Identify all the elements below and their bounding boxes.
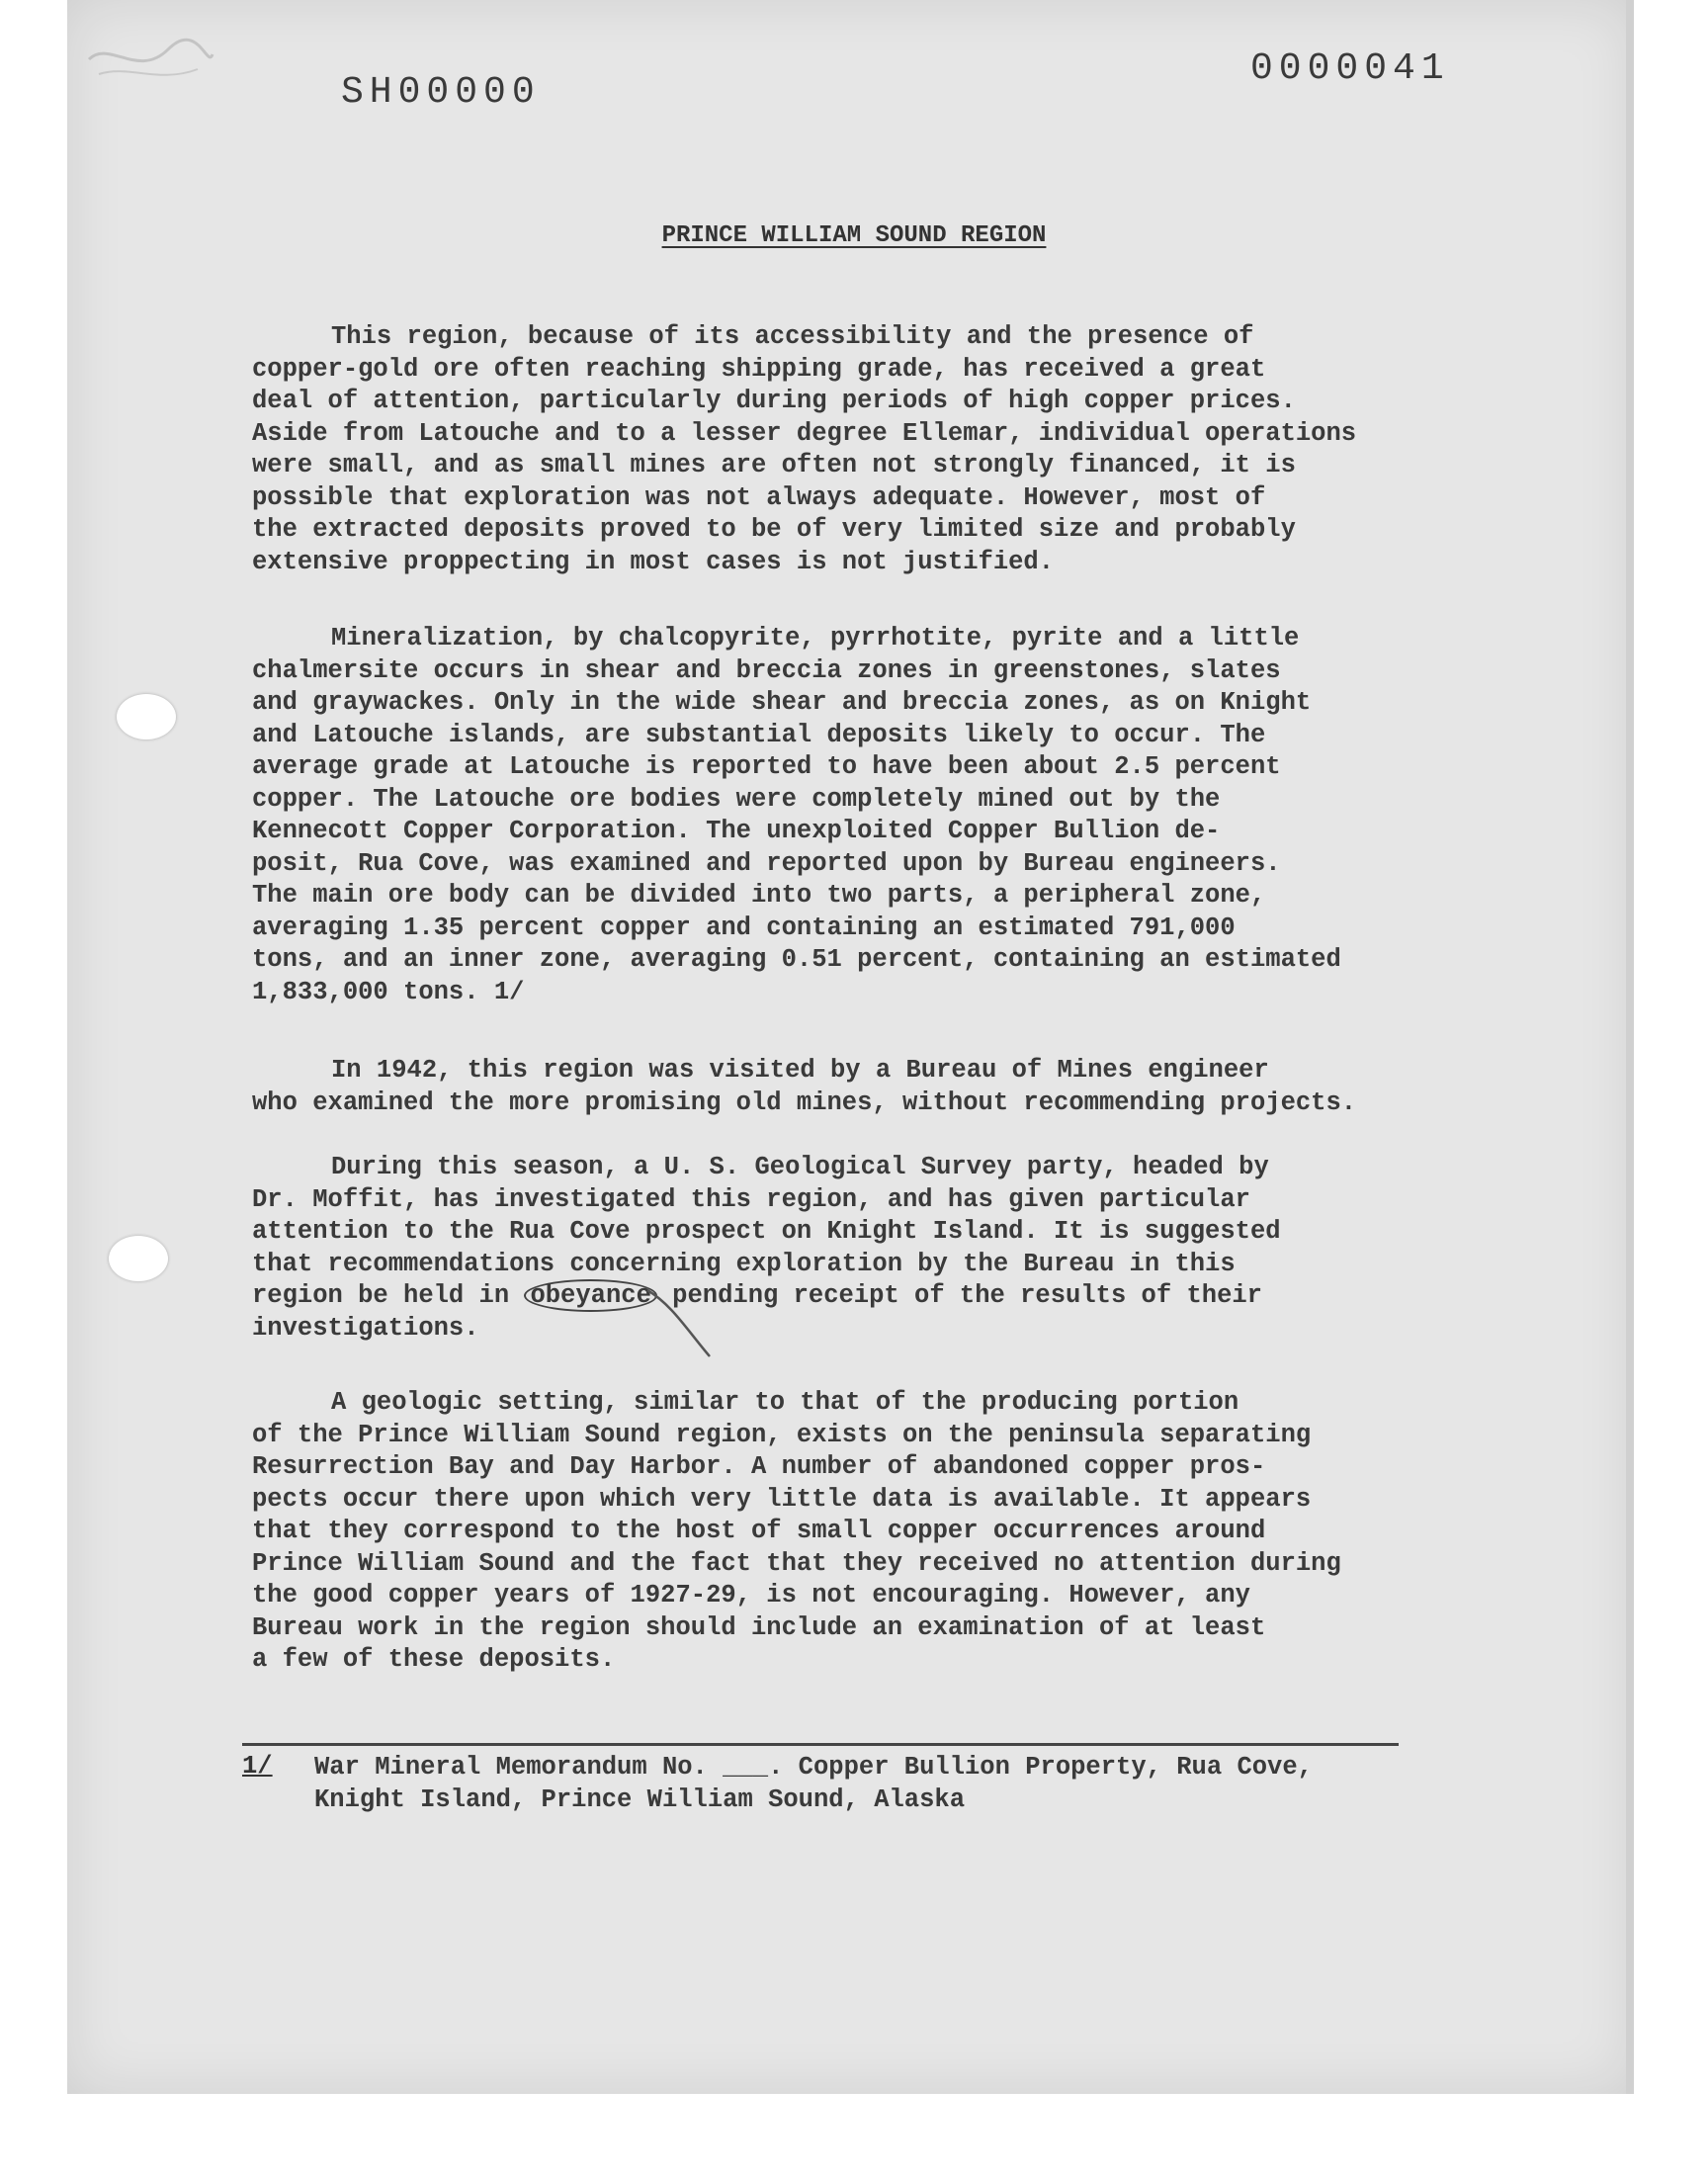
- paragraph-4-text-before: During this season, a U. S. Geological Survey party, headed by Dr. Moffit, has investigated this region, and has given particular attention to the Rua Cove prospect on Knight Island. It is suggested that recommendations concerning exploration by the Bureau in this region be held in: [252, 1153, 1281, 1310]
- paragraph-2: Mineralization, by chalcopyrite, pyrrhotite, pyrite and a little chalmersite occurs in shear and breccia zones in greenstones, slates and graywackes. Only in the wide shear and breccia zones, as on Knight and Latouche islands, are substantial deposits likely to occur. The average grade at Latouche is reported to have been about 2.5 percent copper. The Latouche ore bodies were completely mined out by the Kennecott Copper Corporation. The unexploited Copper Bullion de- posit, Rua Cove, was examined and reported upon by Bureau engineers. The main ore body can be divided into two parts, a peripheral zone, averaging 1.35 percent copper and containing an estimated 791,000 tons, and an inner zone, averaging 0.51 percent, containing an estimated 1,833,000 tons. 1/: [252, 624, 1341, 1006]
- paragraph-4: [252, 1152, 1463, 1345]
- pen-stroke-annotation: [593, 1285, 722, 1364]
- footnote-text: War Mineral Memorandum No. ___. Copper Bullion Property, Rua Cove, Knight Island, Prince William Sound, Alaska: [314, 1753, 1313, 1814]
- punch-hole-top: [117, 694, 176, 740]
- page-title: PRINCE WILLIAM SOUND REGION: [661, 222, 1047, 249]
- page-number-right: 0000041: [1250, 47, 1450, 90]
- paragraph-3: In 1942, this region was visited by a Bureau of Mines engineer who examined the more promising old mines, without recommending projects.: [252, 1056, 1357, 1117]
- circled-word: obeyance: [524, 1279, 656, 1312]
- page-number-left: SH00000: [341, 71, 541, 114]
- footnote-divider: [242, 1743, 1399, 1746]
- paragraph-4-text-after: pending receipt of the results of their investigations.: [252, 1281, 1262, 1343]
- smudge-mark: [79, 30, 217, 89]
- footnote-marker: 1/: [242, 1752, 273, 1781]
- page-edge: [1626, 0, 1634, 2094]
- paragraph-5: A geologic setting, similar to that of the producing portion of the Prince William Sound region, exists on the peninsula separating Resurrection Bay and Day Harbor. A number of abandoned copper pros- pects occur there upon which very little data is available. It appears that they correspond to the host of small copper occurrences around Prince William Sound and the fact that they received no attention during the good copper years of 1927-29, is not encouraging. However, any Bureau work in the region should include an examination of at least a few of these deposits.: [252, 1388, 1341, 1674]
- punch-hole-bottom: [109, 1236, 168, 1281]
- paragraph-1: This region, because of its accessibility and the presence of copper-gold ore often reaching shipping grade, has received a great deal of attention, particularly during periods of high copper prices. Aside from Latouche and to a lesser degree Ellemar, individual operations were small, and as small mines are often not strongly financed, it is possible that exploration was not always adequate. However, most of the extracted deposits proved to be of very limited size and probably extensive proppecting in most cases is not justified.: [252, 322, 1357, 576]
